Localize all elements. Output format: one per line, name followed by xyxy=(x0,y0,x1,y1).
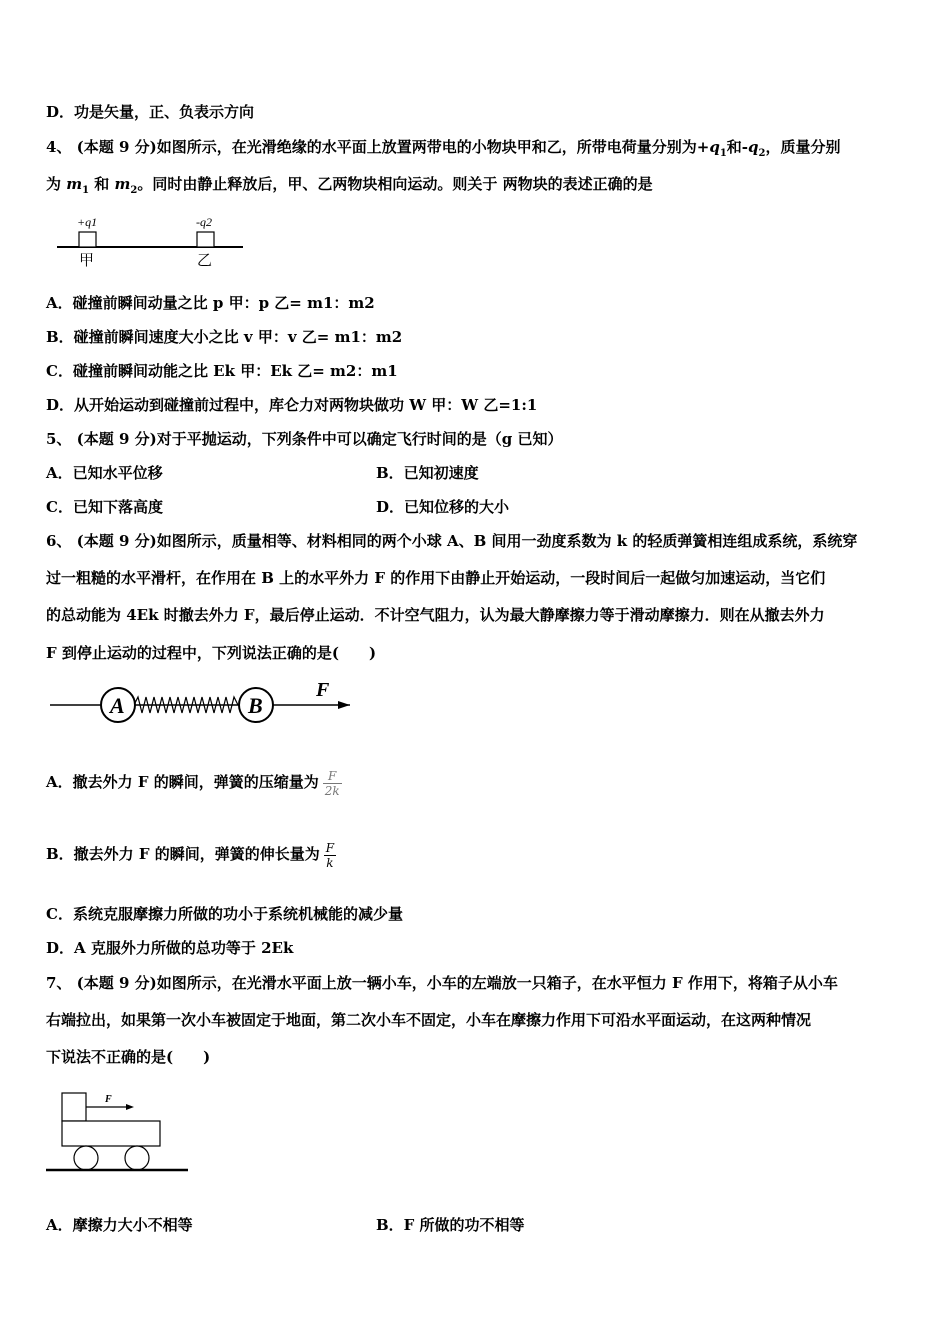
q6-option-b-fraction: $\frac{F}{k}$ xyxy=(325,840,335,870)
q5-option-b: B．已知初速度 xyxy=(376,464,479,482)
q5-option-c: C．已知下落高度 xyxy=(46,498,163,516)
q7-cart-body xyxy=(62,1121,160,1146)
q7-stem-line1: 7、 (本题 9 分)如图所示，在光滑水平面上放一辆小车，小车的左端放一只箱子，在水平恒力 F 作用下，将箱子从小车 xyxy=(46,974,838,992)
q4-name-left: 甲 xyxy=(79,251,95,269)
q6-stem-line4: F 到停止运动的过程中，下列说法正确的是( ) xyxy=(46,644,377,662)
q7-wheel-right xyxy=(125,1146,149,1170)
q4-figure xyxy=(55,210,255,270)
q4-option-c: C．碰撞前瞬间动能之比 Ek 甲：Ek 乙= m2：m1 xyxy=(46,362,398,380)
q7-figure xyxy=(44,1088,194,1178)
q7-box xyxy=(62,1093,86,1121)
q6-ball-b-label: B xyxy=(248,693,263,718)
q5-option-a: A．已知水平位移 xyxy=(46,464,163,482)
q6-force-label: F xyxy=(316,680,330,701)
q4-option-b: B．碰撞前瞬间速度大小之比 v 甲：v 乙= m1：m2 xyxy=(46,328,403,346)
q6-arrowhead xyxy=(338,701,350,709)
q7-stem-line3: 下说法不正确的是( ) xyxy=(46,1048,211,1066)
q3-option-d: D．功是矢量，正、负表示方向 xyxy=(46,103,255,121)
q7-force-label: F xyxy=(105,1094,112,1105)
q7-stem-line2: 右端拉出，如果第一次小车被固定于地面，第二次小车不固定，小车在摩擦力作用下可沿水平面运动，在这两种情况 xyxy=(46,1011,812,1029)
q4-stem-line1: 4、 (本题 9 分)如图所示，在光滑绝缘的水平面上放置两带电的小物块甲和乙，所带电荷量分别为$+q_1$和$-q_2$，质量分别 xyxy=(46,138,841,159)
q6-option-a-fraction: $\frac{F}{2k}$ xyxy=(324,768,340,798)
q4-option-a: A．碰撞前瞬间动量之比 p 甲：p 乙= m1：m2 xyxy=(46,294,375,312)
q7-wheel-left xyxy=(74,1146,98,1170)
q6-stem-line3: 的总动能为 4Ek 时撤去外力 F，最后停止运动．不计空气阻力，认为最大静摩擦力等于滑动摩擦力．则在从撤去外力 xyxy=(46,606,825,624)
q6-stem-line2: 过一粗糙的水平滑杆，在作用在 B 上的水平外力 F 的作用下由静止开始运动，一段时间后一起做匀加速运动，当它们 xyxy=(46,569,826,587)
q6-figure xyxy=(48,680,358,730)
q4-label-right: -q2 xyxy=(196,215,212,229)
q6-option-c: C．系统克服摩擦力所做的功小于系统机械能的减少量 xyxy=(46,905,403,923)
q4-label-left: +q1 xyxy=(77,215,98,229)
q4-block-left xyxy=(79,232,96,247)
q7-option-b: B．F 所做的功不相等 xyxy=(376,1216,525,1234)
q7-force-arrowhead xyxy=(126,1104,134,1110)
q6-stem-line1: 6、 (本题 9 分)如图所示，质量相等、材料相同的两个小球 A、B 间用一劲度系数为 k 的轻质弹簧相连组成系统，系统穿 xyxy=(46,532,858,550)
q6-option-d: D．A 克服外力所做的总功等于 2Ek xyxy=(46,939,294,957)
q7-option-a: A．摩擦力大小不相等 xyxy=(46,1216,193,1234)
q6-ball-a-label: A xyxy=(110,693,125,718)
q4-option-d: D．从开始运动到碰撞前过程中，库仑力对两物块做功 W 甲：W 乙=1:1 xyxy=(46,396,538,414)
q6-option-b: B．撤去外力 F 的瞬间，弹簧的伸长量为 $\frac{F}{k}$ xyxy=(46,840,335,870)
q4-stem-line2: 为 $m_1$ 和 $m_2$。同时由静止释放后，甲、乙两物块相向运动。则关于 两物块的表述正确的是 xyxy=(46,175,653,196)
q5-option-d: D．已知位移的大小 xyxy=(376,498,510,516)
q4-name-right: 乙 xyxy=(197,251,213,269)
q6-option-a: A．撤去外力 F 的瞬间，弹簧的压缩量为 $\frac{F}{2k}$ xyxy=(46,768,340,798)
q4-block-right xyxy=(197,232,214,247)
q5-stem: 5、 (本题 9 分)对于平抛运动，下列条件中可以确定飞行时间的是（g 已知） xyxy=(46,430,563,448)
